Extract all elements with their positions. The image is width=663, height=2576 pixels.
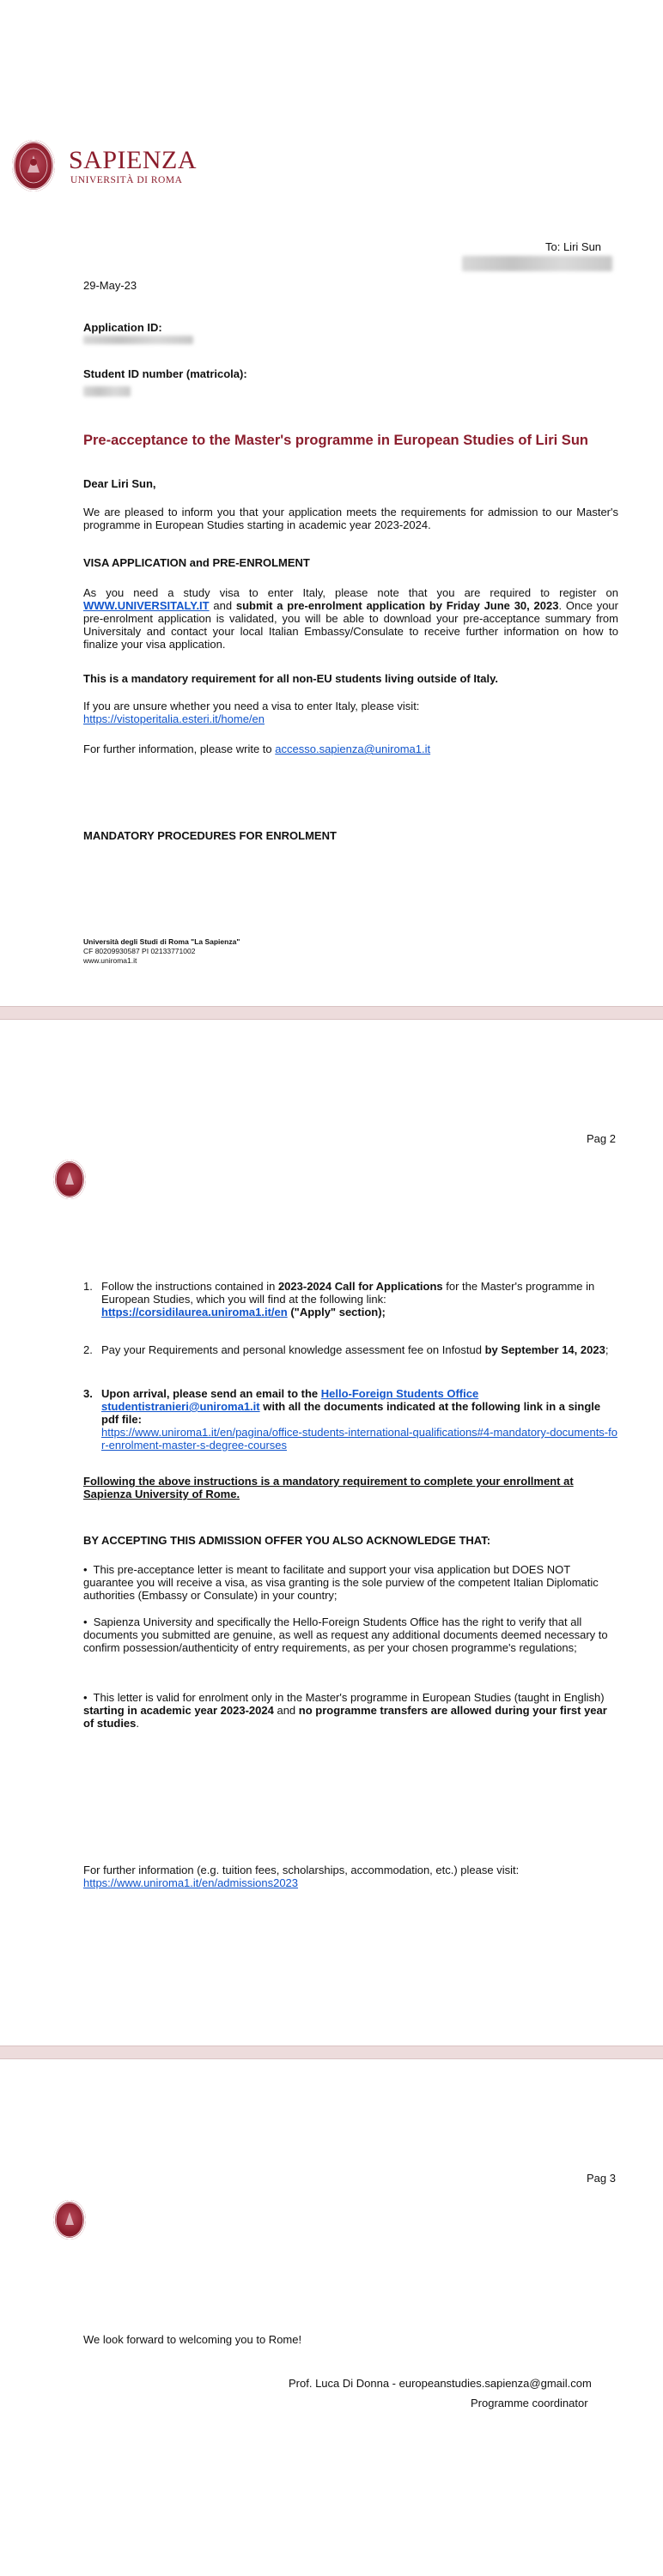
redacted-address	[462, 256, 612, 271]
sapienza-seal-small	[53, 2200, 86, 2240]
item-3-text: Upon arrival, please send an email to the	[101, 1387, 321, 1400]
item-2-text: Pay your Requirements and personal knowledge assessment fee on Infostud	[101, 1343, 485, 1356]
logo-name: SAPIENZA	[69, 146, 198, 174]
sapienza-seal-logo	[12, 140, 55, 191]
visa-deadline: submit a pre-enrolment application by Friday June 30, 2023	[235, 599, 559, 612]
ack-bullet-2	[83, 1615, 618, 1654]
item-number: 2.	[83, 1343, 93, 1356]
acknowledge-heading: BY ACCEPTING THIS ADMISSION OFFER YOU ALSO ACKNOWLEDGE THAT:	[83, 1534, 491, 1547]
application-id-label: Application ID:	[83, 321, 162, 334]
ack-bullet-3-and: and	[273, 1704, 299, 1717]
item-2-end: ;	[605, 1343, 609, 1356]
further-info-line	[83, 742, 430, 755]
page-3	[0, 2059, 663, 2576]
corsidilaurea-link[interactable]: https://corsidilaurea.uniroma1.it/en	[101, 1306, 288, 1318]
footer-tax-codes: CF 80209930587 PI 02133771002	[83, 947, 196, 955]
call-for-applications: 2023-2024 Call for Applications	[277, 1280, 443, 1293]
info-text: For further information (e.g. tuition fees, scholarships, accommodation, etc.) please visit:	[83, 1864, 520, 1876]
ack-bullet-3-end: .	[136, 1717, 140, 1730]
ack-bullet-3-text: This letter is valid for enrolment only in the Master's programme in European Studies (taught in English)	[93, 1691, 605, 1704]
foreign-students-office-link[interactable]: Hello-Foreign Students Office studentistranieri@uniroma1.it	[101, 1387, 479, 1413]
recipient-line: To: Liri Sun	[545, 240, 602, 253]
bullet-mark: •	[83, 1563, 94, 1576]
visa-text-2: and	[209, 599, 236, 612]
visa-text-3: . Once your pre-enrolment application is validated, you will be able to download your pre-acceptance summary from Universitaly and contact your local Italian Embassy/Consulate to receive further information on how to finalize your visa application.	[83, 599, 618, 651]
visa-paragraph	[83, 586, 618, 651]
signature-line: Prof. Luca Di Donna - europeanstudies.sapienza@gmail.com	[289, 2377, 592, 2390]
page-number: Pag 2	[587, 1132, 616, 1145]
bullet-mark: •	[83, 1615, 94, 1628]
no-transfers-note: no programme transfers are allowed during your first year of studies	[83, 1704, 607, 1730]
academic-year: starting in academic year 2023-2024	[83, 1704, 274, 1717]
procedures-heading: MANDATORY PROCEDURES FOR ENROLMENT	[83, 829, 337, 842]
signatory-role: Programme coordinator	[471, 2397, 588, 2409]
student-id-label: Student ID number (matricola):	[83, 367, 247, 380]
further-info-text: For further information, please write to	[83, 742, 276, 755]
ack-bullet-1-text: This pre-acceptance letter is meant to facilitate and support your visa application but DOES NOT guarantee you will receive a visa, as visa granting is the sole purview of the competent Italian Diplomatic authorities (Embassy or Consulate) in your country;	[83, 1563, 599, 1602]
letter-date: 29-May-23	[83, 279, 137, 292]
requirement-note: Following the above instructions is a mandatory requirement to complete your enrollment at Sapienza University of Rome.	[83, 1475, 574, 1500]
unsure-text: If you are unsure whether you need a visa to enter Italy, please visit:	[83, 700, 420, 712]
sapienza-seal-small	[53, 1160, 86, 1199]
page-separator	[0, 1006, 663, 1020]
visa-heading: VISA APPLICATION and PRE-ENROLMENT	[83, 556, 310, 569]
footer-website: www.uniroma1.it	[83, 956, 137, 965]
admissions-link[interactable]: https://www.uniroma1.it/en/admissions2023	[83, 1876, 299, 1889]
greeting: Dear Liri Sun,	[83, 477, 156, 490]
item-3-text-2: with all the documents indicated at the following link in a single pdf file:	[101, 1400, 601, 1426]
universitaly-link[interactable]: WWW.UNIVERSITALY.IT	[83, 599, 210, 612]
footer-university: Università degli Studi di Roma "La Sapienza"	[83, 937, 240, 946]
visa-text-1: As you need a study visa to enter Italy, please note that you are required to register on	[83, 586, 618, 599]
page-separator	[0, 2046, 663, 2059]
page-1	[0, 0, 663, 1006]
ack-bullet-1	[83, 1563, 618, 1602]
visa-check-link[interactable]: https://vistoperitalia.esteri.it/home/en	[83, 712, 265, 725]
item-number: 1.	[83, 1280, 93, 1293]
ack-bullet-2-text: Sapienza University and specifically the Hello-Foreign Students Office has the right to verify that all documents you submitted are genuine, as well as request any additional documents deemed necessary to confirm possession/authenticity of entry requirements, as per your chosen programme's regulations;	[83, 1615, 608, 1654]
item-number: 3.	[83, 1387, 93, 1400]
item-1-text: Follow the instructions contained in	[101, 1280, 278, 1293]
logo-subtitle: UNIVERSITÀ DI ROMA	[70, 175, 183, 185]
letter-heading: Pre-acceptance to the Master's programme in European Studies of Liri Sun	[83, 433, 588, 448]
page-number: Pag 3	[587, 2172, 616, 2185]
redacted-student-id	[83, 386, 131, 397]
apply-section-note: ("Apply" section);	[287, 1306, 386, 1318]
mandatory-note: This is a mandatory requirement for all non-EU students living outside of Italy.	[83, 672, 498, 685]
procedure-item-3	[83, 1387, 618, 1452]
intro-paragraph: We are pleased to inform you that your application meets the requirements for admission to our Master's programme in European Studies starting in academic year 2023-2024.	[83, 506, 618, 531]
procedure-item-2	[83, 1343, 618, 1356]
documents-link[interactable]: https://www.uniroma1.it/en/pagina/office-students-international-qualifications#4-mandatory-documents-for-enrolment-master-s-degree-courses	[101, 1426, 617, 1452]
fee-deadline: by September 14, 2023	[484, 1343, 605, 1356]
closing-line: We look forward to welcoming you to Rome!	[83, 2333, 302, 2346]
ack-bullet-3	[83, 1691, 618, 1730]
item-1-text-2: for the Master's programme in European Studies, which you will find at the following link:	[101, 1280, 595, 1306]
admissions-email-link[interactable]: accesso.sapienza@uniroma1.it	[275, 742, 431, 755]
bullet-mark: •	[83, 1691, 94, 1704]
redacted-application-id	[83, 336, 193, 344]
page-2	[0, 1020, 663, 2046]
procedure-item-1	[83, 1280, 618, 1318]
